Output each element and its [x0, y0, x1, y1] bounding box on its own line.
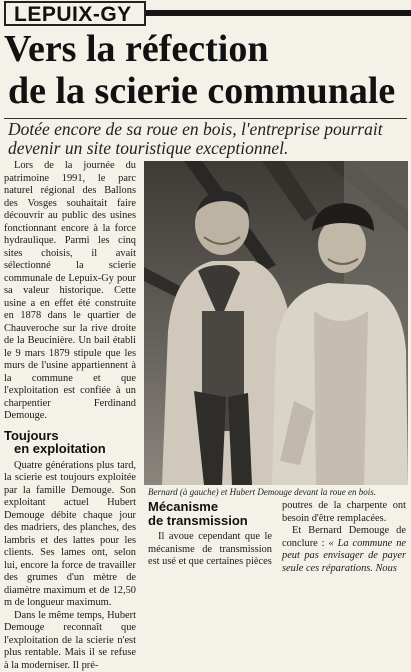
- paragraph: [282, 525, 406, 575]
- kicker-rule: [146, 10, 411, 16]
- paragraph-quote: « La commune ne peut pas envisager de payer seule ces réparations. Nous: [282, 538, 406, 574]
- paragraph: Dans le même temps, Hubert Demouge reconnaît que l'exploitation de la scierie n'est plus rentable. Mais il se refuse à la moderniser. Il pré-: [4, 610, 136, 672]
- subhead-toujours: [4, 429, 136, 456]
- article-column-1: [4, 160, 136, 672]
- subhead-line: de transmission: [148, 514, 272, 528]
- article-column-3: [282, 500, 406, 575]
- article-photo: [144, 161, 408, 485]
- paragraph: Il avoue cependant que le mécanisme de transmission est usé et que certaines pièces: [148, 531, 272, 569]
- subhead-line: en exploitation: [4, 442, 136, 456]
- deck: [8, 120, 408, 158]
- article-column-2: [148, 500, 272, 569]
- section-kicker: LEPUIX-GY: [4, 1, 146, 26]
- paragraph: poutres de la charpente ont besoin d'être remplacées.: [282, 500, 406, 525]
- photo-illustration: [144, 161, 408, 485]
- deck-line-1: Dotée encore de sa roue en bois, l'entreprise pourrait: [8, 120, 408, 139]
- subhead-mecanisme: [148, 500, 272, 527]
- paragraph: Quatre générations plus tard, la scierie est toujours exploitée par la famille Demouge. Son exploitant actuel Hubert Demouge débite chaque jour des madriers, des planches, des lambris et des lattes pour les clients. Ses lames ont, selon lui, encore la force de travailler des grumes d'un mètre de diamètre maximum et de 12,50 m de longueur maximum.: [4, 460, 136, 610]
- subhead-line: Toujours: [4, 429, 136, 443]
- headline-line-2: de la scierie communale: [0, 70, 411, 112]
- headline: [0, 28, 411, 112]
- paragraph: Lors de la journée du patrimoine 1991, le parc naturel régional des Ballons des Vosges souhaitait faire découvrir au public des usines fonctionnant encore à la force hydraulique. Parmi les cinq sites choisis, il avait sélectionné la scierie communale de Lepuix-Gy pour sa valeur historique. Cette usine a en effet été construite en 1878 dans le quartier de Chauveroche sur la rive droite de la Beucinière. Un bail établi le 9 mars 1879 stipule que les murs de l'usine appartiennent à la commune et que l'exploitation est confiée à un charpentier Ferdinand Demouge.: [4, 160, 136, 423]
- headline-line-1: Vers la réfection: [0, 28, 411, 70]
- paragraph-lead: Et Bernard Demouge de conclure :: [282, 525, 406, 549]
- deck-line-2: devenir un site touristique exceptionnel.: [8, 139, 408, 158]
- photo-caption: Bernard (à gauche) et Hubert Demouge devant la roue en bois.: [148, 487, 406, 498]
- subhead-line: Mécanisme: [148, 500, 272, 514]
- section-kicker-bar: [0, 0, 411, 28]
